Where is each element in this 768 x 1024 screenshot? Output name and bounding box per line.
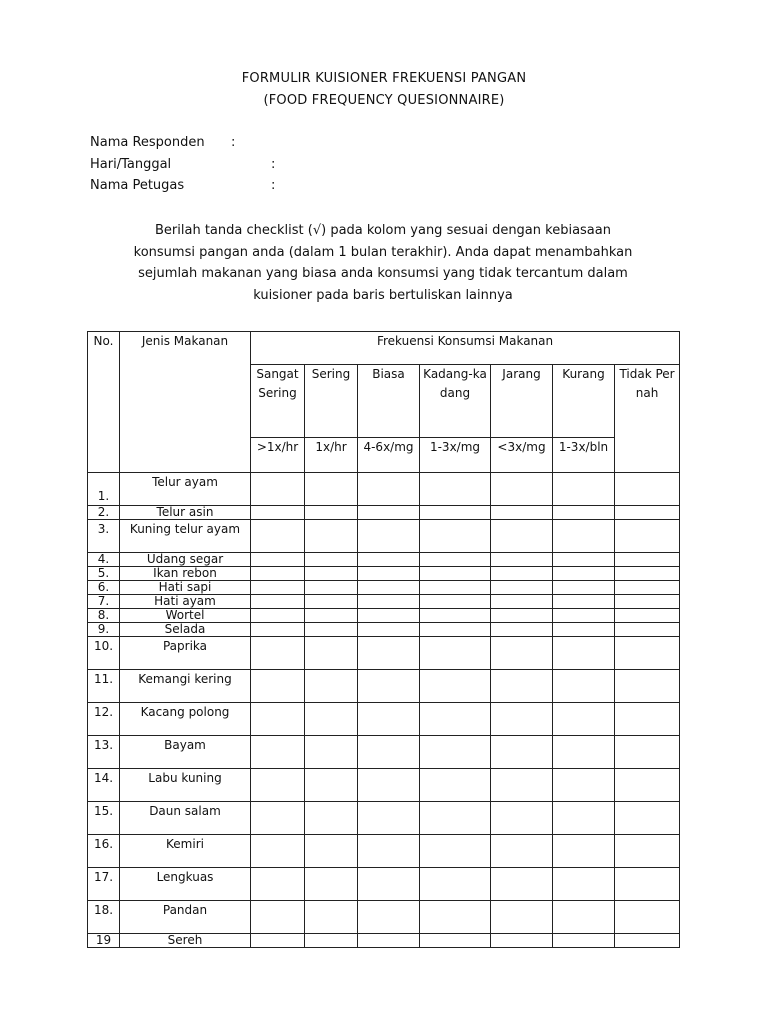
instruction-line: Berilah tanda checklist (√) pada kolom yang sesuai dengan kebiasaan <box>155 223 611 238</box>
food-name: Udang segar <box>120 553 251 567</box>
checkbox-cell[interactable] <box>491 835 553 868</box>
row-number: 6. <box>88 581 120 595</box>
checkbox-cell[interactable] <box>251 934 305 948</box>
form-title: FORMULIR KUISIONER FREKUENSI PANGAN <box>241 71 527 86</box>
checkbox-cell[interactable] <box>358 609 420 623</box>
checkbox-cell[interactable] <box>553 934 615 948</box>
checkbox-cell[interactable] <box>553 769 615 802</box>
checkbox-cell[interactable] <box>420 623 491 637</box>
table-row <box>88 553 680 567</box>
food-name: Labu kuning <box>120 769 251 802</box>
checkbox-cell[interactable] <box>615 736 680 769</box>
checkbox-cell[interactable] <box>553 506 615 520</box>
checkbox-cell[interactable] <box>305 609 358 623</box>
checkbox-cell[interactable] <box>358 670 420 703</box>
checkbox-cell[interactable] <box>305 595 358 609</box>
freq-col-biasa: Biasa <box>358 365 420 438</box>
checkbox-cell[interactable] <box>358 736 420 769</box>
checkbox-cell[interactable] <box>491 637 553 670</box>
checkbox-cell[interactable] <box>615 581 680 595</box>
checkbox-cell[interactable] <box>553 868 615 901</box>
checkbox-cell[interactable] <box>251 623 305 637</box>
checkbox-cell[interactable] <box>420 595 491 609</box>
checkbox-cell[interactable] <box>491 934 553 948</box>
officer-name-label: Nama Petugas <box>90 178 185 193</box>
checkbox-cell[interactable] <box>491 670 553 703</box>
checkbox-cell[interactable] <box>491 868 553 901</box>
table-row <box>88 581 680 595</box>
frequency-header: Frekuensi Konsumsi Makanan <box>251 332 680 365</box>
checkbox-cell[interactable] <box>553 581 615 595</box>
checkbox-cell[interactable] <box>251 553 305 567</box>
checkbox-cell[interactable] <box>553 520 615 553</box>
checkbox-cell[interactable] <box>491 736 553 769</box>
checkbox-cell[interactable] <box>420 473 491 506</box>
checkbox-cell[interactable] <box>491 703 553 736</box>
food-name: Kuning telur ayam <box>120 520 251 553</box>
checkbox-cell[interactable] <box>358 637 420 670</box>
checkbox-cell[interactable] <box>251 506 305 520</box>
checkbox-cell[interactable] <box>358 802 420 835</box>
checkbox-cell[interactable] <box>358 473 420 506</box>
checkbox-cell[interactable] <box>615 623 680 637</box>
form-subtitle: (FOOD FREQUENCY QUESIONNAIRE) <box>263 93 505 108</box>
freq-col-tidak-pernah: Tidak Pernah <box>615 365 680 473</box>
checkbox-cell[interactable] <box>553 553 615 567</box>
row-number: 10. <box>88 637 120 670</box>
table-row <box>88 520 680 553</box>
freq-rate-sangat-sering: >1x/hr <box>251 438 305 473</box>
checkbox-cell[interactable] <box>491 553 553 567</box>
checkbox-cell[interactable] <box>491 506 553 520</box>
date-colon: : <box>271 157 276 172</box>
row-number: 17. <box>88 868 120 901</box>
row-number: 19 <box>88 934 120 948</box>
checkbox-cell[interactable] <box>358 835 420 868</box>
checkbox-cell[interactable] <box>305 835 358 868</box>
table-row <box>88 637 680 670</box>
table-row <box>88 473 680 506</box>
freq-rate-kurang: 1-3x/bln <box>553 438 615 473</box>
checkbox-cell[interactable] <box>553 736 615 769</box>
checkbox-cell[interactable] <box>358 506 420 520</box>
checkbox-cell[interactable] <box>615 934 680 948</box>
checkbox-cell[interactable] <box>491 609 553 623</box>
food-name: Hati ayam <box>120 595 251 609</box>
checkbox-cell[interactable] <box>251 595 305 609</box>
checkbox-cell[interactable] <box>305 581 358 595</box>
checkbox-cell[interactable] <box>491 623 553 637</box>
checkbox-cell[interactable] <box>358 934 420 948</box>
checkbox-cell[interactable] <box>420 769 491 802</box>
table-row <box>88 835 680 868</box>
checkbox-cell[interactable] <box>251 567 305 581</box>
table-row <box>88 609 680 623</box>
checkbox-cell[interactable] <box>305 506 358 520</box>
checkbox-cell[interactable] <box>358 553 420 567</box>
row-number: 13. <box>88 736 120 769</box>
checkbox-cell[interactable] <box>251 868 305 901</box>
checkbox-cell[interactable] <box>615 637 680 670</box>
checkbox-cell[interactable] <box>420 609 491 623</box>
checkbox-cell[interactable] <box>358 901 420 934</box>
row-number: 4. <box>88 553 120 567</box>
checkbox-cell[interactable] <box>420 581 491 595</box>
checkbox-cell[interactable] <box>420 835 491 868</box>
checkbox-cell[interactable] <box>251 703 305 736</box>
checkbox-cell[interactable] <box>553 901 615 934</box>
food-name: Telur ayam <box>120 473 251 506</box>
checkbox-cell[interactable] <box>420 637 491 670</box>
instruction-line: kuisioner pada baris bertuliskan lainnya <box>253 287 513 303</box>
freq-rate-sering: 1x/hr <box>305 438 358 473</box>
checkbox-cell[interactable] <box>358 595 420 609</box>
checkbox-cell[interactable] <box>305 703 358 736</box>
checkbox-cell[interactable] <box>553 802 615 835</box>
checkbox-cell[interactable] <box>251 901 305 934</box>
table-row <box>88 670 680 703</box>
food-name: Ikan rebon <box>120 567 251 581</box>
checkbox-cell[interactable] <box>420 901 491 934</box>
checkbox-cell[interactable] <box>553 637 615 670</box>
checkbox-cell[interactable] <box>251 609 305 623</box>
freq-rate-biasa: 4-6x/mg <box>358 438 420 473</box>
table-row <box>88 703 680 736</box>
row-number: 1. <box>88 473 120 506</box>
checkbox-cell[interactable] <box>251 835 305 868</box>
checkbox-cell[interactable] <box>305 736 358 769</box>
checkbox-cell[interactable] <box>420 703 491 736</box>
freq-col-jarang: Jarang <box>491 365 553 438</box>
checkbox-cell[interactable] <box>305 567 358 581</box>
checkbox-cell[interactable] <box>553 609 615 623</box>
row-number: 8. <box>88 609 120 623</box>
checkbox-cell[interactable] <box>305 802 358 835</box>
food-name: Selada <box>120 623 251 637</box>
food-name: Paprika <box>120 637 251 670</box>
food-name: Hati sapi <box>120 581 251 595</box>
table-row <box>88 802 680 835</box>
checkbox-cell[interactable] <box>358 520 420 553</box>
checkbox-cell[interactable] <box>420 736 491 769</box>
checkbox-cell[interactable] <box>615 802 680 835</box>
food-name: Daun salam <box>120 802 251 835</box>
food-name: Pandan <box>120 901 251 934</box>
checkbox-cell[interactable] <box>251 581 305 595</box>
date-label: Hari/Tanggal <box>90 157 172 172</box>
checkbox-cell[interactable] <box>305 473 358 506</box>
food-name: Bayam <box>120 736 251 769</box>
row-number: 15. <box>88 802 120 835</box>
no-header: No. <box>88 332 120 473</box>
checkbox-cell[interactable] <box>553 623 615 637</box>
checkbox-cell[interactable] <box>251 637 305 670</box>
checkbox-cell[interactable] <box>491 473 553 506</box>
freq-col-kadang-kadang: Kadang-kadang <box>420 365 491 438</box>
checkbox-cell[interactable] <box>420 934 491 948</box>
food-name: Telur asin <box>120 506 251 520</box>
checkbox-cell[interactable] <box>615 703 680 736</box>
checkbox-cell[interactable] <box>251 802 305 835</box>
checkbox-cell[interactable] <box>305 637 358 670</box>
checkbox-cell[interactable] <box>420 520 491 553</box>
checkbox-cell[interactable] <box>615 609 680 623</box>
checkbox-cell[interactable] <box>615 595 680 609</box>
freq-rate-jarang: <3x/mg <box>491 438 553 473</box>
freq-col-sering: Sering <box>305 365 358 438</box>
officer-name-colon: : <box>271 178 276 193</box>
checkbox-cell[interactable] <box>420 868 491 901</box>
checkbox-cell[interactable] <box>491 581 553 595</box>
checkbox-cell[interactable] <box>615 520 680 553</box>
checkbox-cell[interactable] <box>251 473 305 506</box>
checkbox-cell[interactable] <box>358 623 420 637</box>
row-number: 12. <box>88 703 120 736</box>
checkbox-cell[interactable] <box>305 670 358 703</box>
checkbox-cell[interactable] <box>420 567 491 581</box>
checkbox-cell[interactable] <box>615 868 680 901</box>
freq-col-kurang: Kurang <box>553 365 615 438</box>
row-number: 11. <box>88 670 120 703</box>
checkbox-cell[interactable] <box>358 703 420 736</box>
instructions <box>85 220 681 306</box>
table-row <box>88 623 680 637</box>
checkbox-cell[interactable] <box>491 567 553 581</box>
checkbox-cell[interactable] <box>491 595 553 609</box>
table-row <box>88 868 680 901</box>
table-row <box>88 736 680 769</box>
checkbox-cell[interactable] <box>553 670 615 703</box>
table-row <box>88 595 680 609</box>
checkbox-cell[interactable] <box>358 868 420 901</box>
row-number: 9. <box>88 623 120 637</box>
checkbox-cell[interactable] <box>491 769 553 802</box>
row-number: 3. <box>88 520 120 553</box>
freq-col-sangat-sering: Sangat Sering <box>251 365 305 438</box>
respondent-name-label: Nama Responden <box>90 135 205 150</box>
row-number: 5. <box>88 567 120 581</box>
checkbox-cell[interactable] <box>305 934 358 948</box>
table-row <box>88 901 680 934</box>
checkbox-cell[interactable] <box>305 553 358 567</box>
checkbox-cell[interactable] <box>615 553 680 567</box>
food-frequency-table <box>87 331 680 948</box>
checkbox-cell[interactable] <box>553 567 615 581</box>
food-name: Lengkuas <box>120 868 251 901</box>
checkbox-cell[interactable] <box>305 520 358 553</box>
checkbox-cell[interactable] <box>358 567 420 581</box>
checkbox-cell[interactable] <box>358 581 420 595</box>
checkbox-cell[interactable] <box>615 835 680 868</box>
row-number: 16. <box>88 835 120 868</box>
instruction-line: sejumlah makanan yang biasa anda konsumsi yang tidak tercantum dalam <box>138 266 628 281</box>
checkbox-cell[interactable] <box>615 506 680 520</box>
checkbox-cell[interactable] <box>491 802 553 835</box>
row-number: 14. <box>88 769 120 802</box>
checkbox-cell[interactable] <box>553 473 615 506</box>
checkbox-cell[interactable] <box>420 670 491 703</box>
checkbox-cell[interactable] <box>305 868 358 901</box>
table-row <box>88 506 680 520</box>
respondent-name-colon: : <box>231 135 236 150</box>
checkbox-cell[interactable] <box>420 553 491 567</box>
checkbox-cell[interactable] <box>251 670 305 703</box>
checkbox-cell[interactable] <box>615 567 680 581</box>
checkbox-cell[interactable] <box>615 473 680 506</box>
table-row <box>88 769 680 802</box>
food-name: Sereh <box>120 934 251 948</box>
checkbox-cell[interactable] <box>553 835 615 868</box>
row-number: 18. <box>88 901 120 934</box>
food-name: Kemiri <box>120 835 251 868</box>
checkbox-cell[interactable] <box>251 520 305 553</box>
food-name: Wortel <box>120 609 251 623</box>
checkbox-cell[interactable] <box>305 623 358 637</box>
checkbox-cell[interactable] <box>420 506 491 520</box>
checkbox-cell[interactable] <box>251 736 305 769</box>
checkbox-cell[interactable] <box>305 769 358 802</box>
checkbox-cell[interactable] <box>615 769 680 802</box>
checkbox-cell[interactable] <box>491 901 553 934</box>
checkbox-cell[interactable] <box>420 802 491 835</box>
checkbox-cell[interactable] <box>305 901 358 934</box>
table-row <box>88 567 680 581</box>
food-header: Jenis Makanan <box>120 332 251 473</box>
instruction-line: konsumsi pangan anda (dalam 1 bulan terakhir). Anda dapat menambahkan <box>133 244 633 260</box>
row-number: 7. <box>88 595 120 609</box>
table-row <box>88 934 680 948</box>
checkbox-cell[interactable] <box>553 703 615 736</box>
checkbox-cell[interactable] <box>615 901 680 934</box>
checkbox-cell[interactable] <box>491 520 553 553</box>
checkbox-cell[interactable] <box>358 769 420 802</box>
checkbox-cell[interactable] <box>251 769 305 802</box>
food-name: Kemangi kering <box>120 670 251 703</box>
checkbox-cell[interactable] <box>615 670 680 703</box>
freq-rate-kadang-kadang: 1-3x/mg <box>420 438 491 473</box>
row-number: 2. <box>88 506 120 520</box>
checkbox-cell[interactable] <box>553 595 615 609</box>
food-name: Kacang polong <box>120 703 251 736</box>
